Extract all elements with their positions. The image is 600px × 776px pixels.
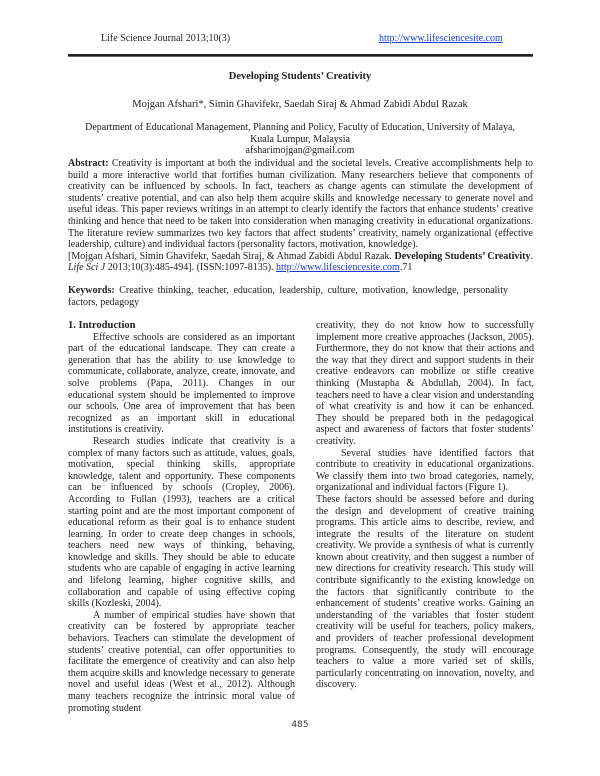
keywords-text: Creative thinking, teacher, education, leadership, culture, motivation, knowledge, personality factors, pedagogy bbox=[68, 285, 508, 308]
citation bbox=[68, 251, 533, 274]
keywords bbox=[68, 285, 508, 308]
body-paragraph: Effective schools are considered as an important part of the educational landscape. They can create a generation that has the ability to use knowledge to communicate, collaborate, analyze, create, innovate, and solve problems (Papa, 2011). Changes in our educational system should be implemented to improve our schools. One area of improvement that has been recognized as an important skill in educational institutions is creativity. bbox=[68, 331, 295, 436]
journal-header: Life Science Journal 2013;10(3) bbox=[101, 33, 231, 44]
right-column bbox=[316, 320, 534, 691]
body-paragraph: A number of empirical studies have shown that creativity can be fostered by appropriate teacher behaviors. Teachers can stimulate the development of students’ creative potential, can offer opportunities to facilitate the emergence of creativity and can also help them acquire skills and knowledge necessary to generate novel and useful ideas (West et al., 2012). Although many teachers recognize the intrinsic moral value of promoting student bbox=[68, 609, 295, 714]
body-paragraph: creativity, they do not know how to successfully implement more creative approaches (Jackson, 2005). Furthermore, they do not know that their actions and the way that they direct and support students in their creative endeavors can mobilize or stifle creative thinking (Mustapha & Abdullah, 2004). In fact, teachers need to have a clear vision and understanding of what creativity is and how it can be enhanced. They should be prepared both in the pedagogical aspect and awareness of factors that foster students’ creativity. bbox=[316, 320, 534, 447]
article-title: Developing Students’ Creativity bbox=[228, 71, 372, 82]
citation-details: 2013;10(3):485-494]. (ISSN:1097-8135). bbox=[105, 262, 277, 274]
affiliation-line-2: Kuala Lumpur, Malaysia bbox=[250, 133, 350, 145]
citation-authors: [Mojgan Afshari, Simin Ghavifekr, Saedah Siraj, & Ahmad Zabidi Abdul Razak. bbox=[68, 250, 395, 262]
left-column bbox=[68, 320, 295, 714]
author-affiliation bbox=[60, 122, 540, 157]
citation-suffix: .71 bbox=[399, 262, 413, 274]
journal-url-link[interactable]: http://www.lifesciencesite.com bbox=[379, 33, 503, 44]
body-paragraph: Research studies indicate that creativity is a complex of many factors such as attitude, values, goals, motivation, special thinking skills, appropriate knowledge, talent and opportunity. These components can be influenced by schools (Cropley, 2006). According to Fullan (1993), teachers are a critical starting point and are the most important component of educational reform as their goal is to enhance student learning. In order to create deep changes in schools, teachers need new ways of thinking, behaving, knowledge and skills. They should be able to educate students who are capable of engaging in active learning and lifelong learning, higher cognitive skills, and collaboration and capable of using effective coping skills (Kozleski, 2004). bbox=[68, 435, 295, 610]
keywords-label: Keywords: bbox=[68, 285, 115, 296]
page-number: 485 bbox=[291, 720, 309, 730]
abstract-text: Creativity is important at both the individual and the societal levels. Creative accomplishments help to build a more interactive world that fortifies human civilization. Many researchers believe that components of creativity can be influenced by schools. In fact, teachers as change agents can stimulate the development of students’ creative potential, and can also help them acquire skills and knowledge necessary to generate novel and useful ideas. This paper reviews writings in an attempt to clearly identify the factors that enhance students’ creative thinking and hence that need to be taken into consideration when managing creativity in educational organizations. The literature review summarizes two key factors that affect students’ creativity, namely organizational (effective leadership, culture) and individual factors (personality factors, motivation, knowledge). bbox=[68, 158, 533, 251]
abstract-label: Abstract: bbox=[68, 158, 109, 169]
citation-link[interactable]: http://www.lifesciencesite.com bbox=[276, 262, 400, 274]
body-paragraph: These factors should be assessed before and during the design and development of creative training programs. This article aims to describe, review, and integrate the results of the literature on student creativity. We provide a synthesis of what is currently known about creativity, and then suggest a number of new directions for creativity research. This study will contribute significantly to the existing knowledge on the factors that significantly contribute to the enhancement of students’ creative works. Gaining an understanding of the variables that foster student creativity will be useful for teachers, policy makers, and providers of teacher professional development programs. Consequently, the study will encourage teachers to value a more varied set of skills, particularly concentrating on innovation, novelty, and discovery. bbox=[316, 493, 534, 691]
author-email: afsharimojgan@gmail.com bbox=[245, 145, 355, 157]
abstract-body bbox=[68, 158, 533, 251]
citation-journal: Life Sci J bbox=[68, 262, 106, 274]
abstract bbox=[68, 158, 533, 274]
citation-title: Developing Students’ Creativity bbox=[394, 250, 531, 262]
section-heading-introduction: 1. Introduction bbox=[68, 320, 136, 331]
article-authors: Mojgan Afshari*, Simin Ghavifekr, Saedah Siraj & Ahmad Zabidi Abdul Razak bbox=[132, 99, 468, 110]
header-divider bbox=[68, 54, 533, 57]
citation-separator: . bbox=[530, 250, 533, 262]
body-paragraph: Several studies have identified factors that contribute to creativity in educational organizations. We classify them into two broad categories, namely, organizational and individual factors (Figure 1). bbox=[316, 447, 534, 494]
affiliation-line-1: Department of Educational Management, Planning and Policy, Faculty of Education, University of Malaya, bbox=[85, 122, 515, 133]
